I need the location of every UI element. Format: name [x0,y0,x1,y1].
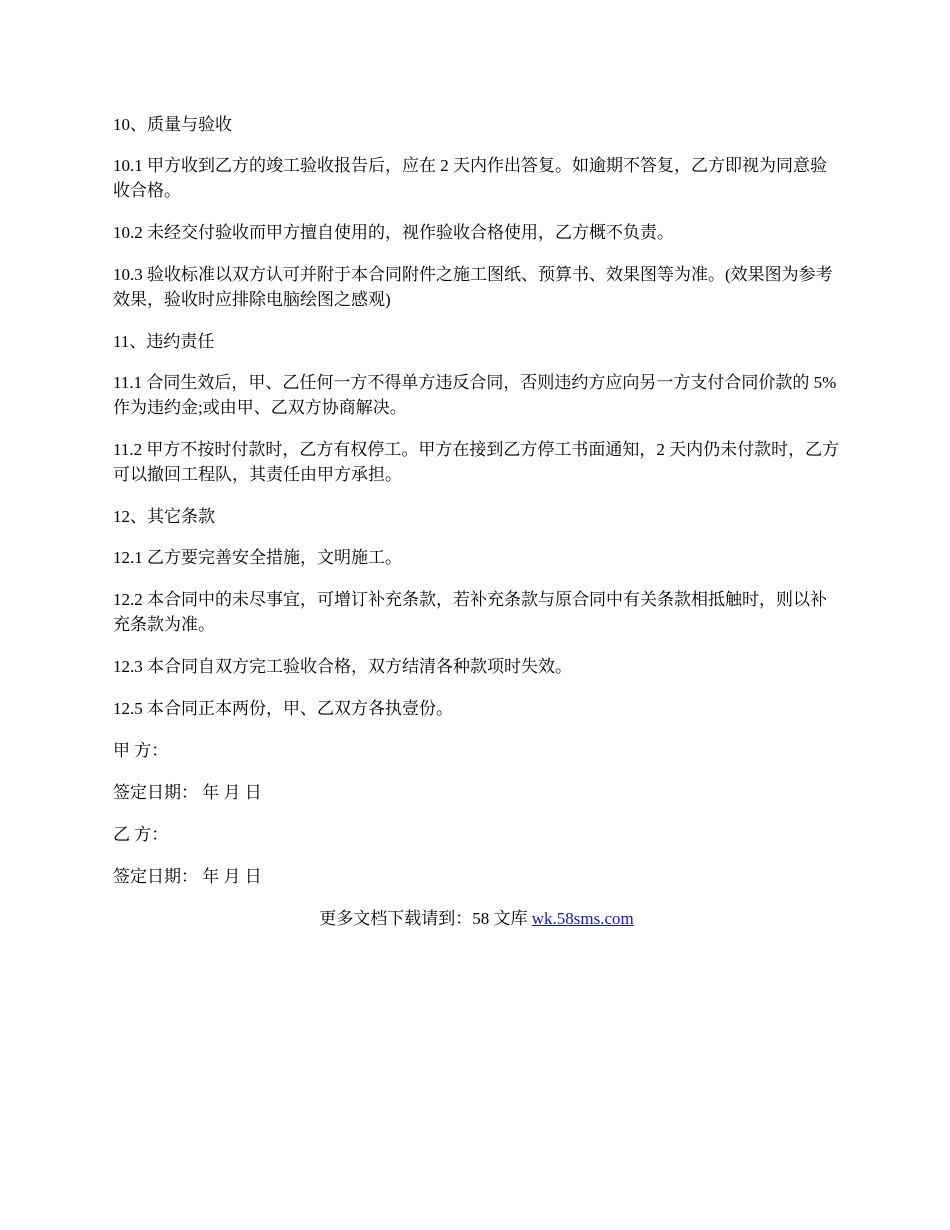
party-b-label: 乙 方： [113,825,169,844]
download-footer [113,906,840,931]
party-b-sign-date: 签定日期： 年 月 日 [113,867,262,886]
clause-11-1: 11.1 合同生效后，甲、乙任何一方不得单方违反合同，否则违约方应向另一方支付合同价款的 5%作为违约金;或由甲、乙双方协商解决。 [113,373,837,417]
clause-11-2: 11.2 甲方不按时付款时，乙方有权停工。甲方在接到乙方停工书面通知，2 天内仍未付款时，乙方可以撤回工程队，其责任由甲方承担。 [113,440,840,484]
section-heading-quality: 10、质量与验收 [113,115,232,134]
clause-10-3: 10.3 验收标准以双方认可并附于本合同附件之施工图纸、预算书、效果图等为准。(效果图为参考效果，验收时应排除电脑绘图之感观) [113,265,833,309]
clause-10-1: 10.1 甲方收到乙方的竣工验收报告后，应在 2 天内作出答复。如逾期不答复，乙方即视为同意验收合格。 [113,156,827,200]
party-a-sign-date: 签定日期： 年 月 日 [113,783,262,802]
party-a-label: 甲 方： [113,741,169,760]
clause-12-3: 12.3 本合同自双方完工验收合格，双方结清各种款项时失效。 [113,657,572,676]
section-heading-other: 12、其它条款 [113,507,215,526]
clause-12-1: 12.1 乙方要完善安全措施，文明施工。 [113,548,402,567]
footer-text: 更多文档下载请到：58 文库 [319,909,532,928]
clause-10-2: 10.2 未经交付验收而甲方擅自使用的，视作验收合格使用，乙方概不负责。 [113,223,674,242]
clause-12-2: 12.2 本合同中的未尽事宜，可增订补充条款，若补充条款与原合同中有关条款相抵触时，则以补充条款为准。 [113,590,827,634]
section-heading-liability: 11、违约责任 [113,332,215,351]
clause-12-5: 12.5 本合同正本两份，甲、乙双方各执壹份。 [113,699,453,718]
document-body [113,112,840,931]
footer-link[interactable]: wk.58sms.com [531,909,634,928]
